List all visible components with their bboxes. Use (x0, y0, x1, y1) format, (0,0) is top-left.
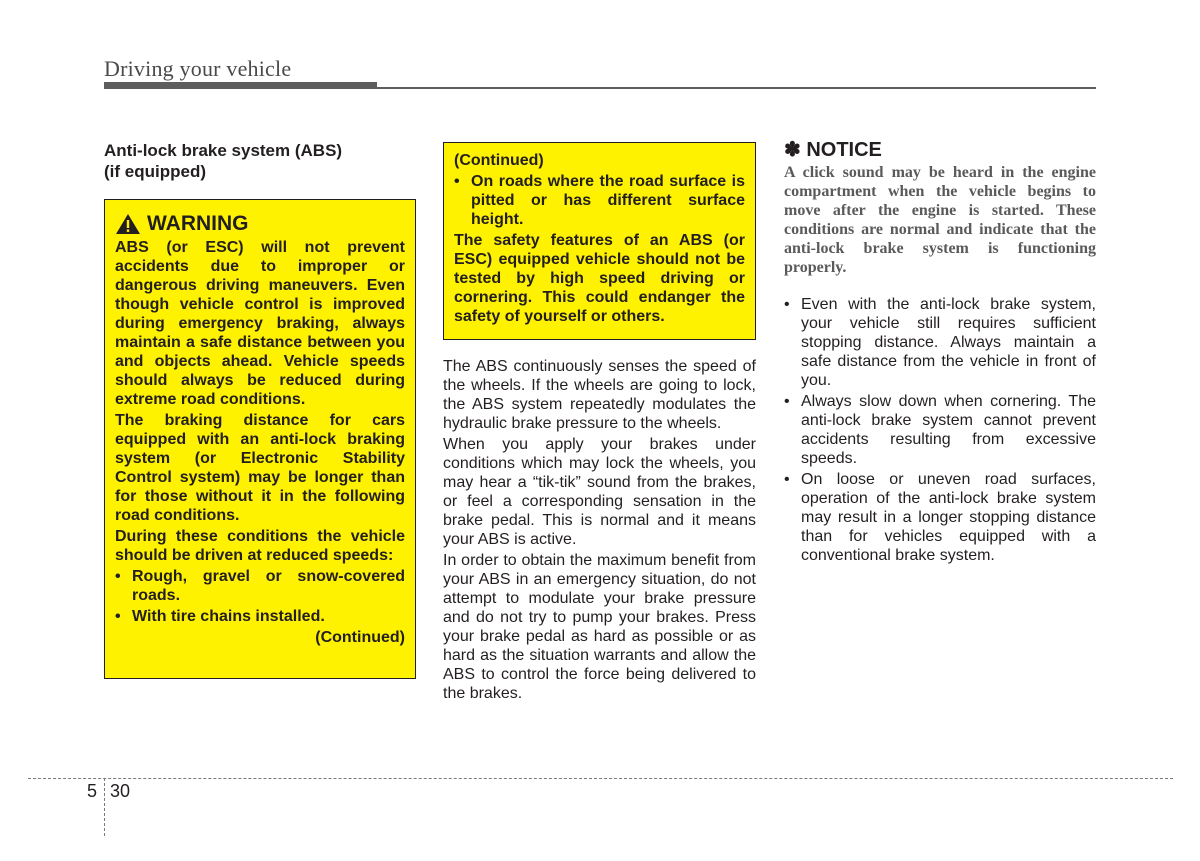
continued-label: (Continued) (454, 152, 544, 169)
notice-body: A click sound may be heard in the engine compartment when the vehicle begins to move after the engine is started. These conditions are normal and indicate that the anti-lock brake system is functioning properly. (784, 164, 1096, 276)
footer-divider (104, 778, 105, 836)
list-item: • Always slow down when cornering. The anti-lock brake system cannot prevent accidents resulting from excessive speeds. (784, 393, 1096, 467)
list-item-text: Always slow down when cornering. The anti-lock brake system cannot prevent accidents resulting from excessive speeds. (801, 393, 1096, 467)
warning-triangle-icon (115, 213, 141, 235)
notice-title: ✽ NOTICE (784, 139, 882, 161)
warning-title-row (115, 212, 405, 236)
body-paragraph: In order to obtain the maximum benefit from your ABS in an emergency situation, do not attempt to modulate your brake pressure and do not try to pump your brakes. Press your brake pedal as hard as possible or as hard as the situation warrants and allow the ABS to control the force being delivered to the brakes. (443, 552, 756, 702)
list-item: • On loose or uneven road surfaces, operation of the anti-lock brake system may result in a longer stopping distance than for vehicles equipped with a conventional brake system. (784, 471, 1096, 564)
warning-bullet: • With tire chains installed. (115, 607, 405, 626)
warning-bullet-text: On roads where the road surface is pitted or has different surface height. (471, 173, 745, 228)
list-item-text: On loose or uneven road surfaces, operation of the anti-lock brake system may result in a longer stopping distance than for vehicles equipped with a conventional brake system. (801, 471, 1096, 564)
body-paragraph: The ABS continuously senses the speed of the wheels. If the wheels are going to lock, the ABS system repeatedly modulates the hydraulic brake pressure to the wheels. (443, 358, 756, 432)
warning-paragraph: The braking distance for cars equipped with an anti-lock braking system (or Electronic Stability Control system) may be longer than for those without it in the following road conditions. (115, 412, 405, 524)
list-item-text: Even with the anti-lock brake system, your vehicle still requires sufficient stopping distance. Always maintain a safe distance from the vehicle in front of you. (801, 296, 1096, 389)
body-paragraph: When you apply your brakes under conditions which may lock the wheels, you may hear a “tik-tik” sound from the brakes, or feel a corresponding sensation in the brake pedal. This is normal and it means your ABS is active. (443, 436, 756, 548)
header-rule-thin (377, 87, 1096, 89)
warning-title: WARNING (147, 212, 249, 235)
continued-label: (Continued) (315, 629, 405, 646)
warning-bullet: • Rough, gravel or snow-covered roads. (115, 568, 405, 604)
chapter-number: 5 (87, 781, 98, 801)
section-title-line2: (if equipped) (104, 162, 206, 181)
warning-bullet-text: Rough, gravel or snow-covered roads. (132, 568, 405, 604)
warning-paragraph: During these conditions the vehicle should be driven at reduced speeds: (115, 528, 405, 564)
list-item: • Even with the anti-lock brake system, your vehicle still requires sufficient stopping distance. Always maintain a safe distance from the vehicle in front of you. (784, 296, 1096, 389)
warning-paragraph: The safety features of an ABS (or ESC) equipped vehicle should not be tested by high speed driving or cornering. This could endanger the safety of yourself or others. (454, 232, 745, 325)
header-rule-thick (104, 82, 377, 89)
footer-rule (28, 778, 1173, 779)
warning-box-continued (443, 142, 756, 340)
warning-box (104, 199, 416, 679)
page-number: 30 (110, 781, 131, 801)
warning-bullet-text: With tire chains installed. (132, 608, 325, 625)
warning-paragraph: ABS (or ESC) will not prevent accidents due to improper or dangerous driving maneuvers. Even though vehicle control is improved during emergency braking, always maintain a safe distance between you and objects ahead. Vehicle speeds should always be reduced during extreme road conditions. (115, 239, 405, 408)
warning-bullet: • On roads where the road surface is pitted or has different surface height. (454, 173, 745, 228)
section-heading (104, 140, 416, 182)
header-title: Driving your vehicle (104, 56, 292, 81)
abs-description (443, 357, 756, 705)
section-title-line1: Anti-lock brake system (ABS) (104, 141, 343, 160)
caution-list (784, 295, 1096, 567)
